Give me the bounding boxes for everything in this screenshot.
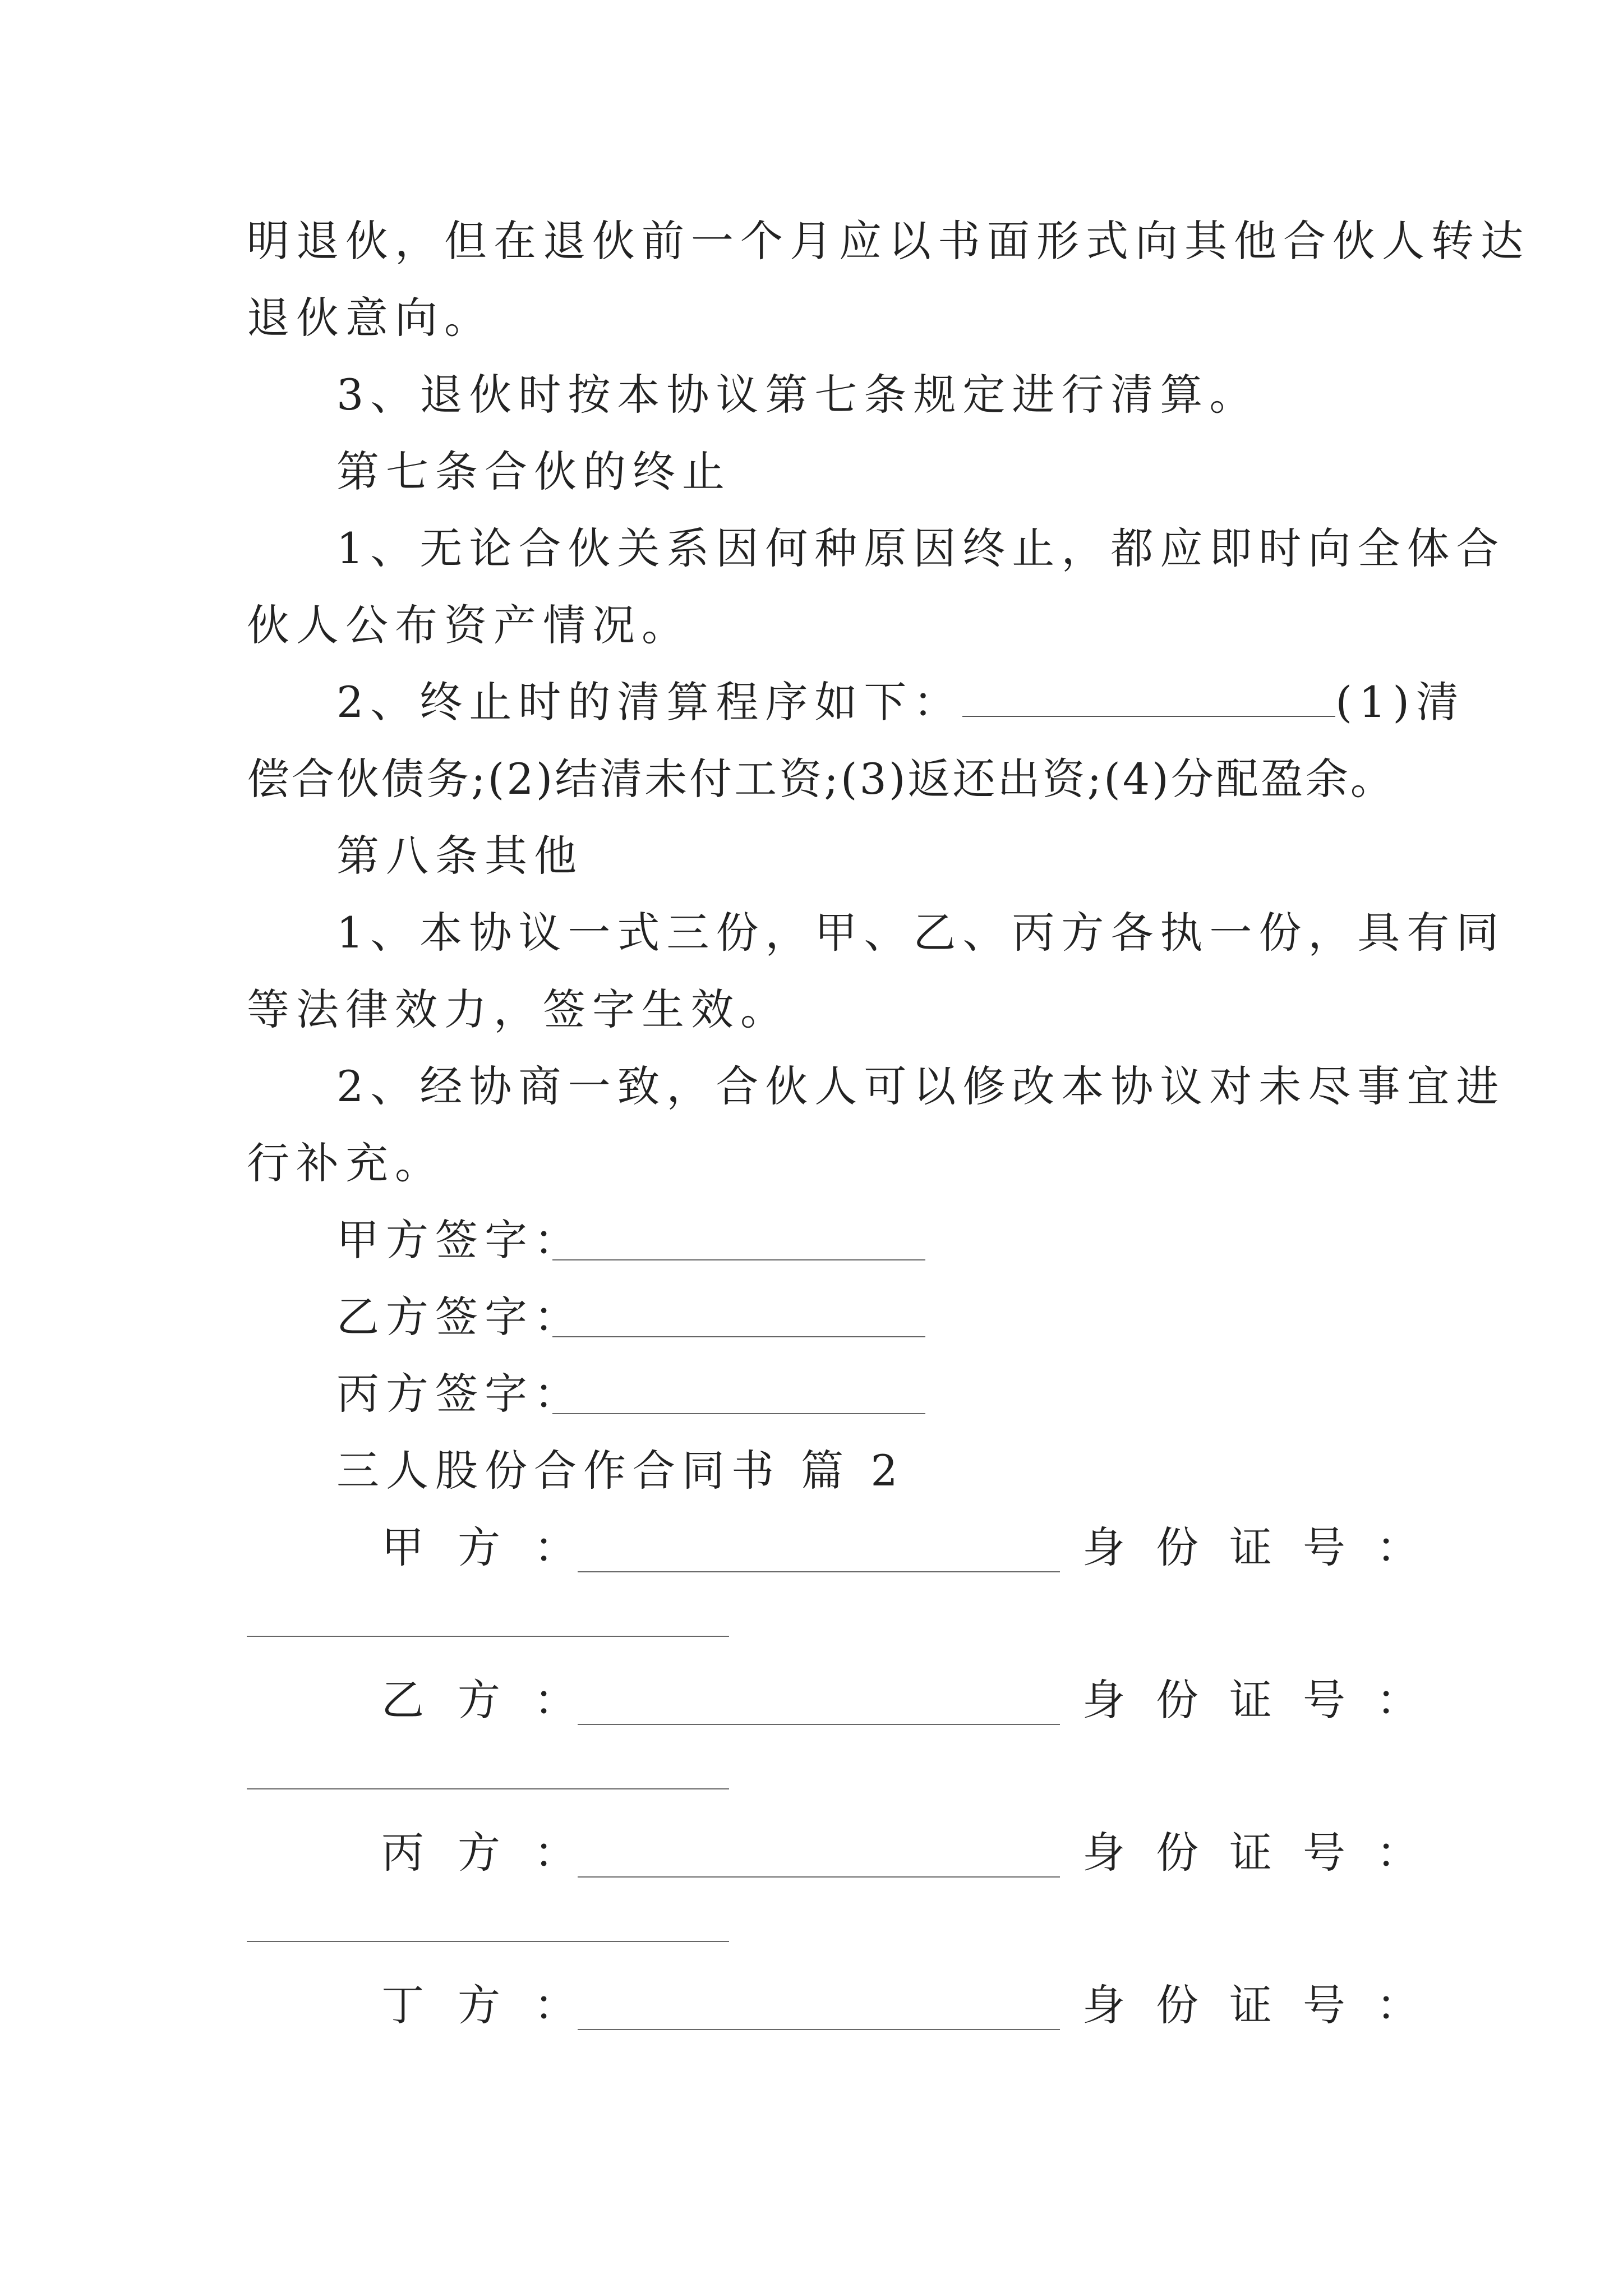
clause-7-2-text: 2、终止时的清算程序如下： (336, 677, 963, 727)
article-7-heading: 第七条合伙的终止 (336, 447, 731, 496)
body-line-2: 退伙意向。 (247, 293, 494, 343)
party-c-name-blank (578, 1876, 1060, 1878)
clause-8-1: 1、本协议一式三份，甲、乙、丙方各执一份，具有同 (336, 908, 1506, 958)
party-a-name-blank (578, 1571, 1060, 1572)
party-d-id-label: 身份证号： (1082, 1980, 1450, 2030)
party-d-name-blank (578, 2029, 1060, 2030)
party-c-id-blank (247, 1941, 729, 1942)
signature-a-label: 甲方签字： (336, 1215, 583, 1265)
signature-c-label: 丙方签字： (336, 1369, 583, 1419)
signature-b-label: 乙方签字： (336, 1292, 583, 1342)
signature-a-blank (552, 1259, 925, 1260)
signature-c-blank (552, 1413, 925, 1414)
clause-7-1-cont: 伙人公布资产情况。 (247, 600, 691, 650)
party-b-id-blank (247, 1788, 729, 1789)
party-b-row (247, 1672, 1450, 1728)
signature-b-blank (552, 1336, 925, 1337)
section-title: 三人股份合作合同书 篇 2 (336, 1446, 905, 1496)
clause-8-1-cont: 等法律效力，签字生效。 (247, 984, 790, 1034)
liquidation-blank (962, 675, 1335, 717)
party-a-id-blank (247, 1636, 729, 1637)
clause-8-2-cont: 行补充。 (247, 1138, 444, 1188)
clause-6-3: 3、退伙时按本协议第七条规定进行清算。 (336, 370, 1259, 420)
party-c-row (247, 1825, 1450, 1881)
party-b-label: 乙方： (381, 1675, 610, 1725)
party-b-name-blank (578, 1724, 1060, 1725)
party-a-id-label: 身份证号： (1082, 1522, 1450, 1572)
party-a-row (247, 1520, 1450, 1576)
clause-7-1: 1、无论合伙关系因何种原因终止，都应即时向全体合 (336, 523, 1506, 573)
party-b-id-label: 身份证号： (1082, 1675, 1450, 1725)
body-line-1: 明退伙，但在退伙前一个月应以书面形式向其他合伙人转达 (247, 216, 1530, 266)
article-8-heading: 第八条其他 (336, 831, 583, 881)
party-c-id-label: 身份证号： (1082, 1828, 1450, 1878)
clause-8-2: 2、经协商一致，合伙人可以修改本协议对未尽事宜进 (336, 1061, 1506, 1111)
party-d-row (247, 1977, 1450, 2033)
party-a-label: 甲方： (381, 1522, 610, 1572)
party-c-label: 丙方： (381, 1828, 610, 1878)
party-d-label: 丁方： (381, 1980, 610, 2030)
clause-7-2-tail: (1)清 (1335, 677, 1466, 727)
clause-7-2 (336, 674, 1465, 730)
clause-7-2-cont: 偿合伙债务;(2)结清未付工资;(3)返还出资;(4)分配盈余。 (247, 754, 1395, 804)
